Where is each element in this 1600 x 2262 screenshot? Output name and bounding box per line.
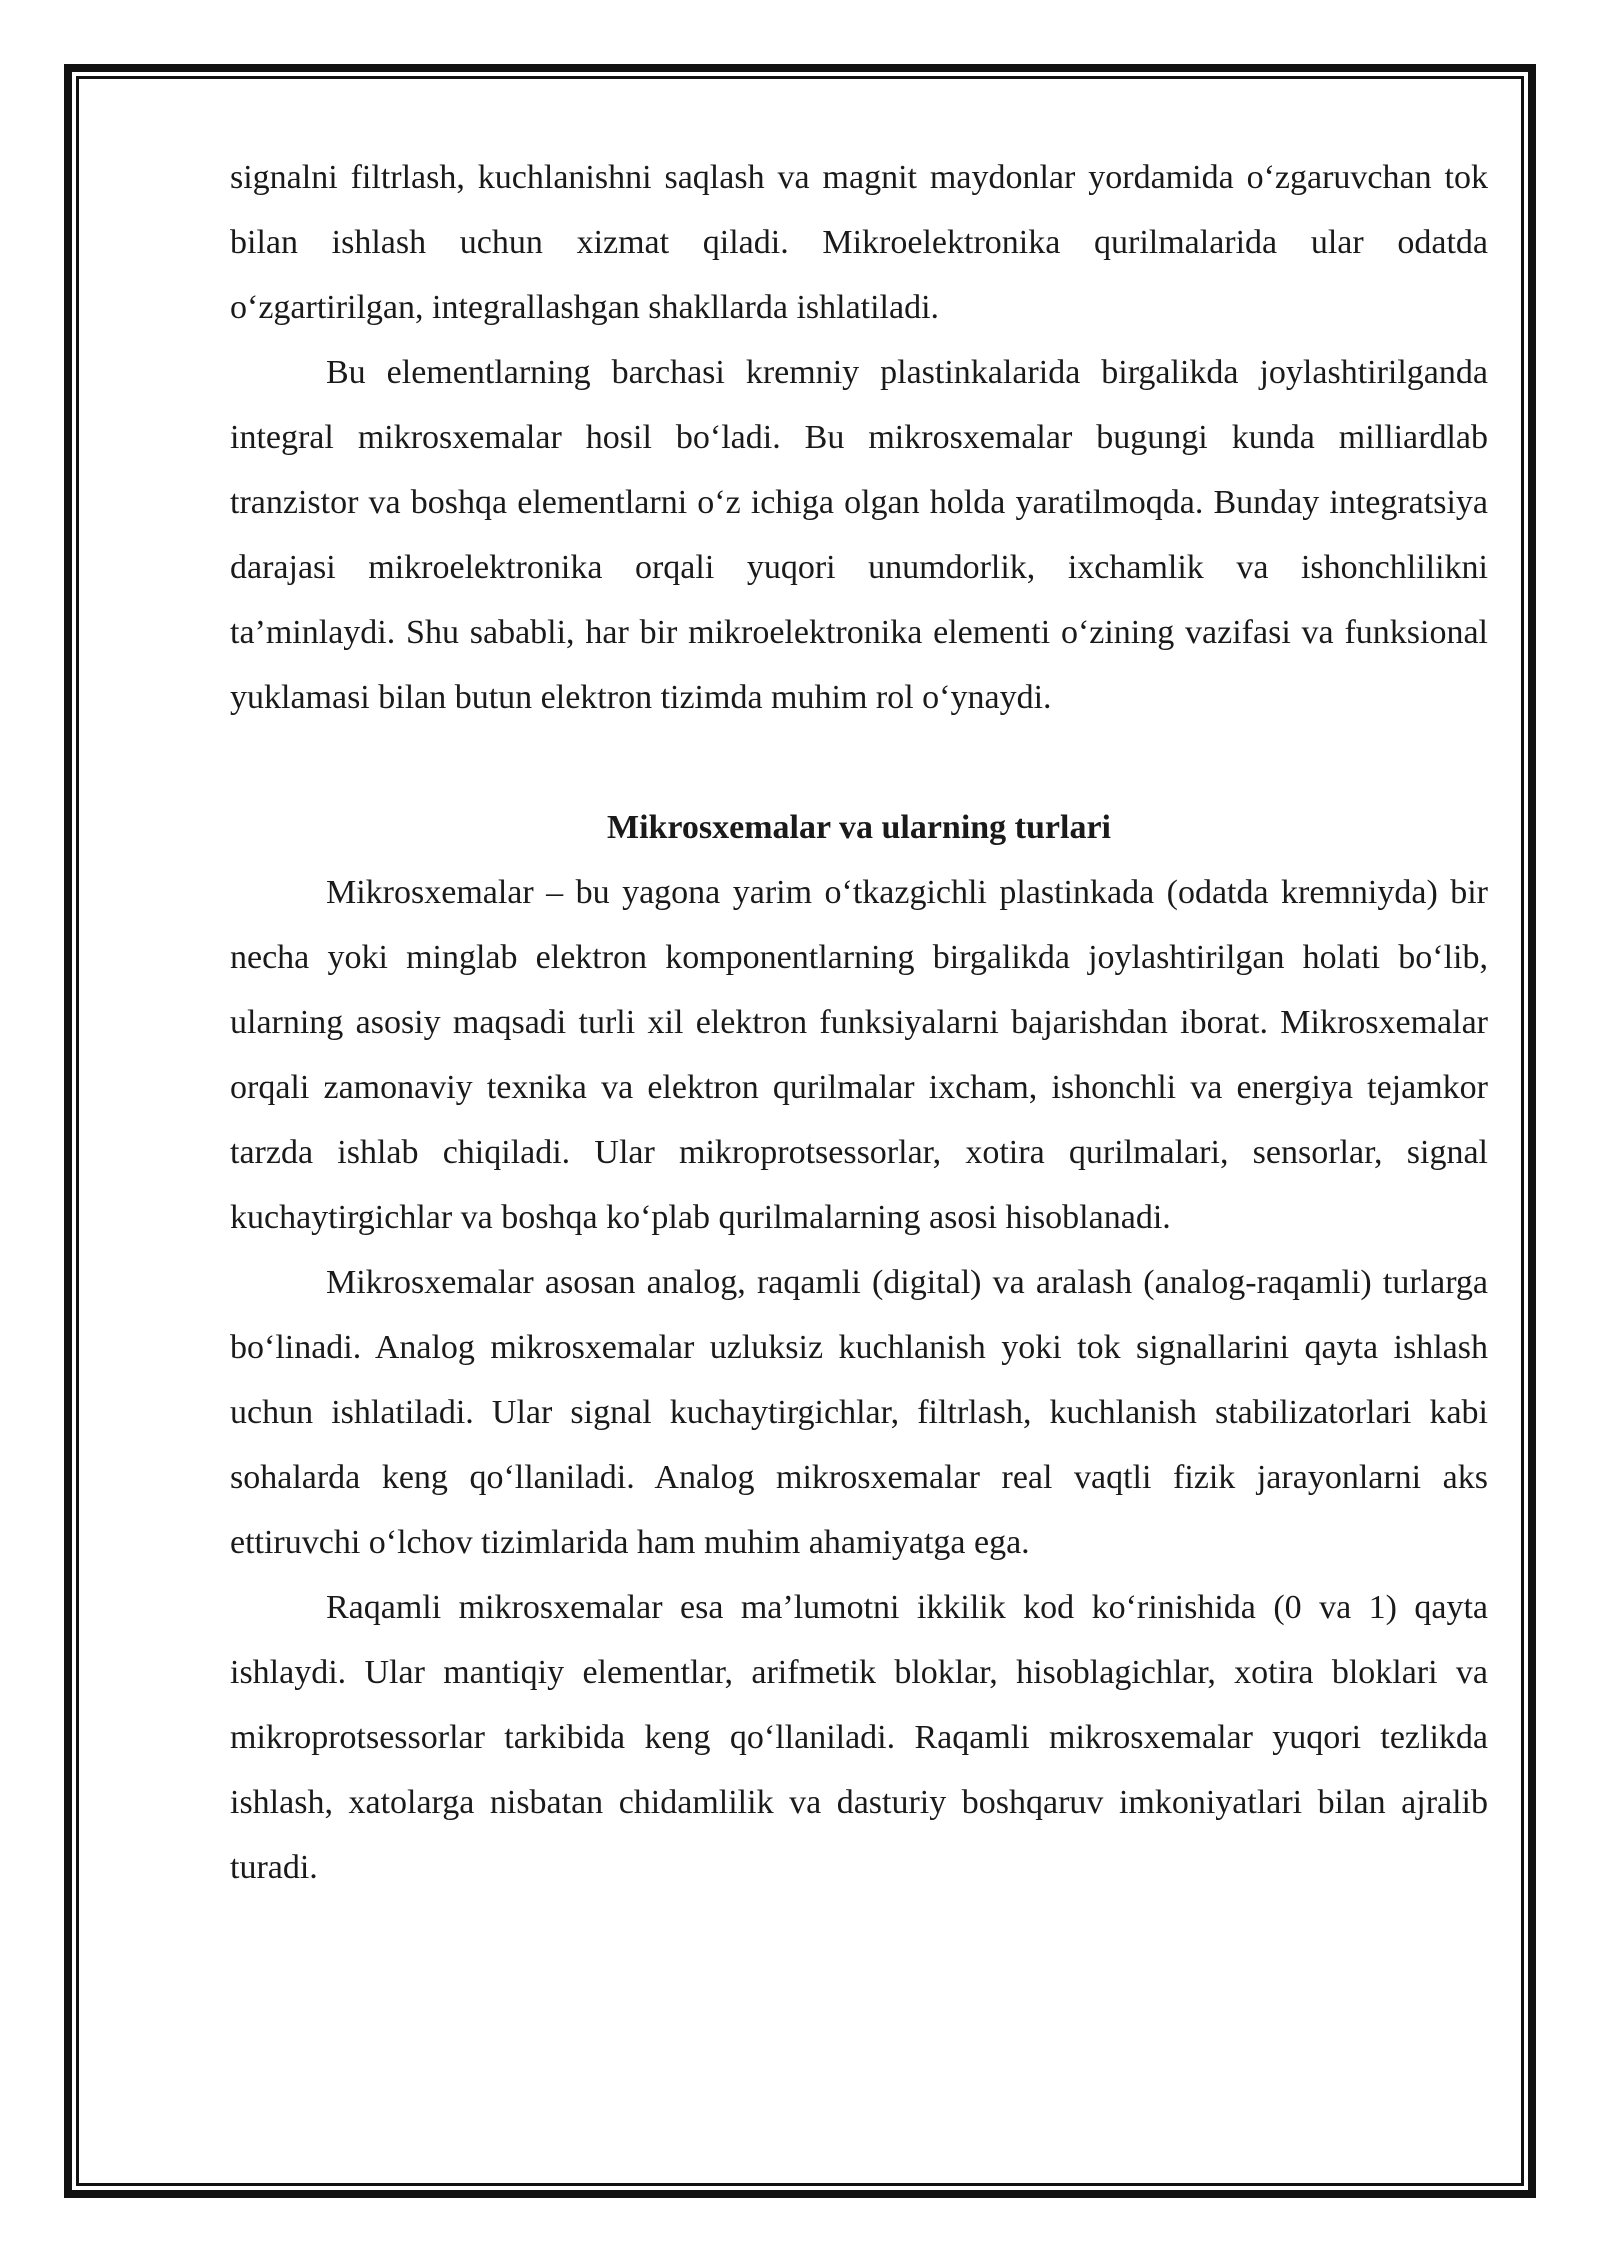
section-heading: Mikrosxemalar va ularning turlari — [606, 809, 1111, 846]
paragraph-microcircuits-definition: Mikrosxemalar – bu yagona yarim o‘tkazgichli plastinkada (odatda kremniyda) bir necha yoki minglab elektron komponentlarning birgalikda joylashtirilgan holati bo‘lib, ularning asosiy maqsadi turli xil elektron funksiyalarni bajarishdan iborat. Mikrosxemalar orqali zamonaviy texnika va elektron qurilmalar ixcham, ishonchli va energiya tejamkor tarzda ishlab chiqiladi. Ular mikroprotsessorlar, xotira qurilmalari, sensorlar, signal kuchaytirgichlar va boshqa ko‘plab qurilmalarning asosi hisoblanadi. — [230, 874, 1488, 1236]
paragraph-continuation: signalni filtrlash, kuchlanishni saqlash va magnit maydonlar yordamida o‘zgaruvchan tok bilan ishlash uchun xizmat qiladi. Mikroelektronika qurilmalarida ular odatda o‘zgartirilgan, integrallashgan shakllarda ishlatiladi. — [230, 159, 1488, 326]
paragraph-analog-microcircuits: Mikrosxemalar asosan analog, raqamli (digital) va aralash (analog-raqamli) turlarga bo‘linadi. Analog mikrosxemalar uzluksiz kuchlanish yoki tok signallarini qayta ishlash uchun ishlatiladi. Ular signal kuchaytirgichlar, filtrlash, kuchlanish stabilizatorlari kabi sohalarda keng qo‘llaniladi. Analog mikrosxemalar real vaqtli fizik jarayonlarni aks ettiruvchi o‘lchov tizimlarida ham muhim ahamiyatga ega. — [230, 1264, 1488, 1561]
document-body — [230, 145, 1488, 1900]
paragraph-digital-microcircuits: Raqamli mikrosxemalar esa ma’lumotni ikkilik kod ko‘rinishida (0 va 1) qayta ishlaydi. Ular mantiqiy elementlar, arifmetik bloklar, hisoblagichlar, xotira bloklari va mikroprotsessorlar tarkibida keng qo‘llaniladi. Raqamli mikrosxemalar yuqori tezlikda ishlash, xatolarga nisbatan chidamlilik va dasturiy boshqaruv imkoniyatlari bilan ajralib turadi. — [230, 1589, 1488, 1886]
paragraph-integral-circuits: Bu elementlarning barchasi kremniy plastinkalarida birgalikda joylashtirilganda integral mikrosxemalar hosil bo‘ladi. Bu mikrosxemalar bugungi kunda milliardlab tranzistor va boshqa elementlarni o‘z ichiga olgan holda yaratilmoqda. Bunday integratsiya darajasi mikroelektronika orqali yuqori unumdorlik, ixchamlik va ishonchlilikni ta’minlaydi. Shu sababli, har bir mikroelektronika elementi o‘zining vazifasi va funksional yuklamasi bilan butun elektron tizimda muhim rol o‘ynaydi. — [230, 354, 1488, 716]
